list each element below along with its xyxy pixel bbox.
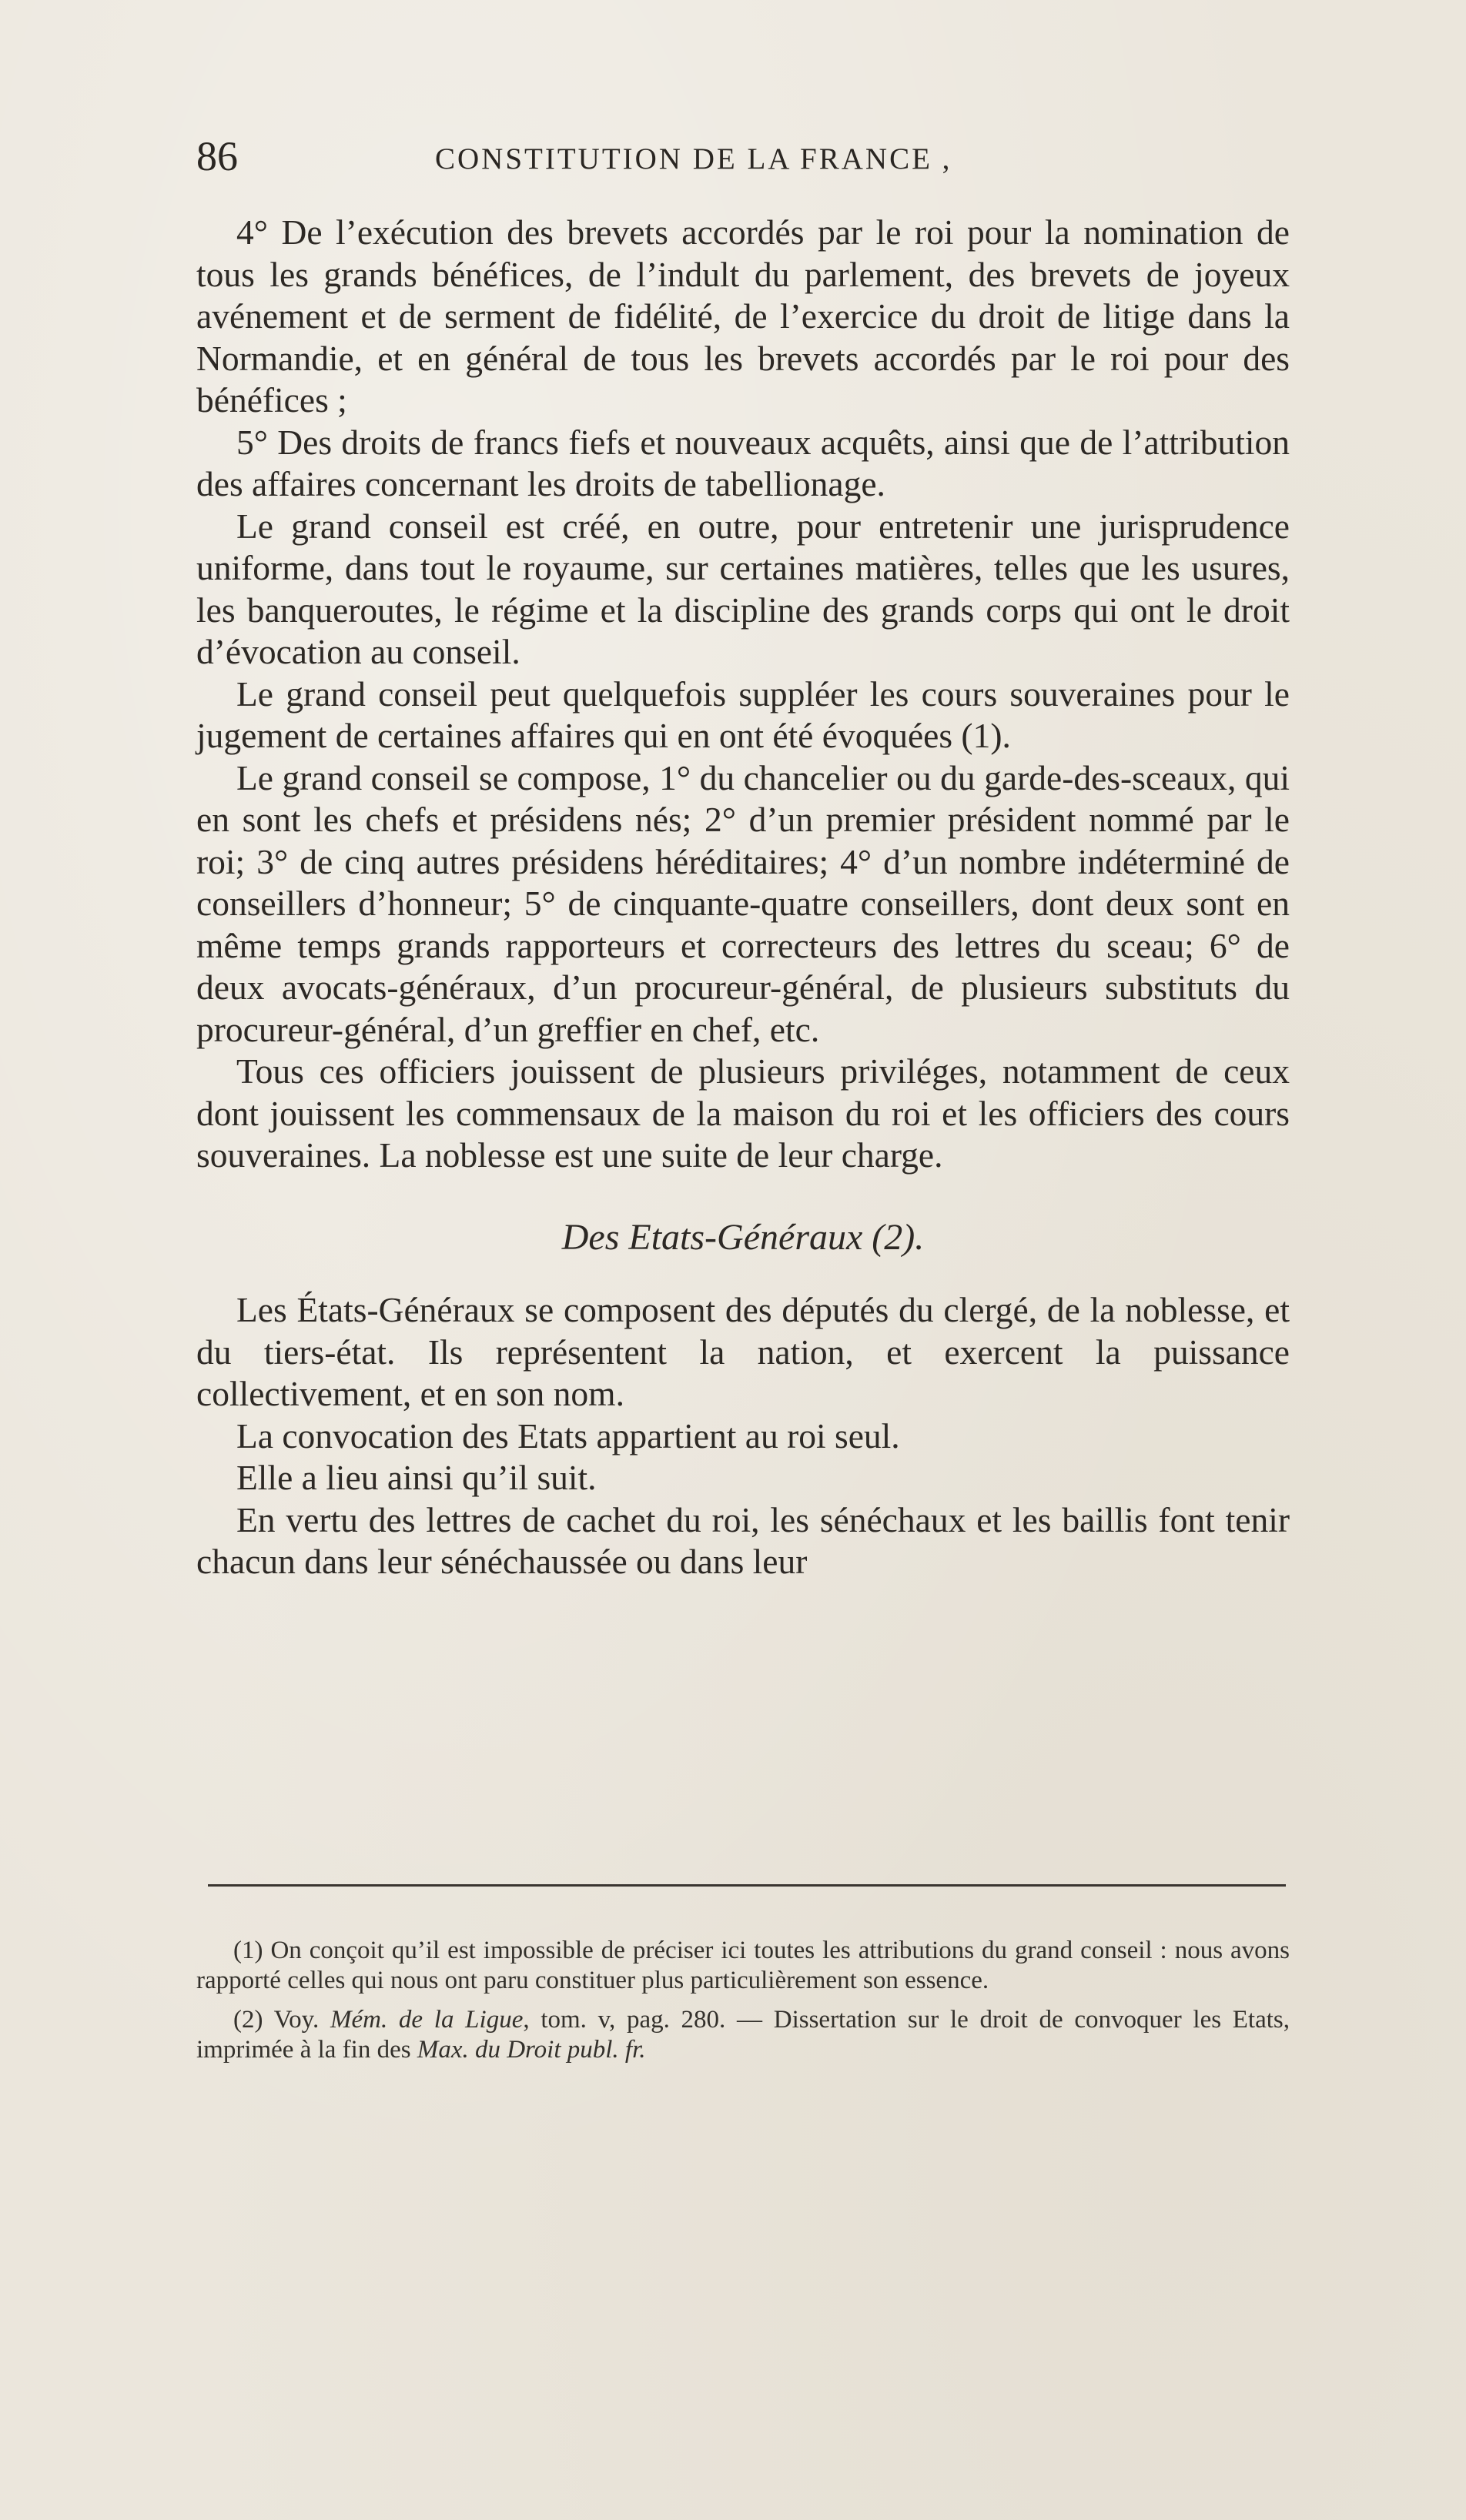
- paragraph-convocation: La convocation des Etats appartient au roi seul.: [236, 1415, 900, 1456]
- page-number: 86: [196, 133, 238, 179]
- paragraph-jurisprudence: Le grand conseil est créé, en outre, pour entretenir une jurisprudence uniforme, dans tout le royaume, sur certaines matières, telles que les usures, les banqueroutes, le régime et la discipline des grands corps qui ont le droit d’évocation au conseil.: [196, 506, 1290, 671]
- running-title: CONSTITUTION DE LA FRANCE ,: [435, 142, 952, 175]
- footnote-2: [196, 2005, 1290, 2065]
- footnote-2-ref2: Max. du Droit publ. fr.: [417, 2036, 646, 2064]
- body-text: [196, 212, 1290, 1583]
- paragraph-suppleer: Le grand conseil peut quelquefois suppléer les cours souveraines pour le jugement de certaines affaires qui en ont été évoquées (1).: [196, 673, 1290, 755]
- paragraph-etats-composition: Les États-Généraux se composent des députés du clergé, de la noblesse, et du tiers-état. Ils représentent la nation, et exercent la puissance collectivement, et en son nom.: [196, 1290, 1290, 1413]
- running-head: [196, 132, 1290, 186]
- footnote-2-ref: Mém. de la Ligue: [330, 2006, 524, 2034]
- footnotes: [196, 1936, 1290, 2065]
- footnote-2-prefix: (2) Voy.: [233, 2006, 330, 2034]
- paragraph-item-5: 5° Des droits de francs fiefs et nouveaux acquêts, ainsi que de l’attribution des affaires concernant les droits de tabellionage.: [196, 422, 1290, 503]
- paragraph-composition: Le grand conseil se compose, 1° du chancelier ou du garde-des-sceaux, qui en sont les chefs et présidens nés; 2° d’un premier président nommé par le roi; 3° de cinq autres présidens héréditaires; 4° d’un nombre indéterminé de conseillers d’honneur; 5° de cinquante-quatre conseillers, dont deux sont en même temps grands rapporteurs et correcteurs des lettres du sceau; 6° de deux avocats-généraux, d’un procureur-général, de plusieurs substituts du procureur-général, d’un greffier en chef, etc.: [196, 757, 1290, 1049]
- footnote-2-mid: , tom. v, pag. 280. — Dissertation sur le droit de convoquer les Etats, imprimée à la fin des: [196, 2006, 1290, 2064]
- paragraph-lettres-cachet: En vertu des lettres de cachet du roi, les sénéchaux et les baillis font tenir chacun dans leur sénéchaussée ou dans leur: [196, 1499, 1290, 1581]
- paragraph-privileges: Tous ces officiers jouissent de plusieurs priviléges, notamment de ceux dont jouissent les commensaux de la maison du roi et les officiers des cours souveraines. La noblesse est une suite de leur charge.: [196, 1051, 1290, 1175]
- footnote-1: (1) On conçoit qu’il est impossible de préciser ici toutes les attributions du grand conseil : nous avons rapporté celles qui nous ont paru constituer plus particulièrement son essence.: [196, 1937, 1290, 1994]
- paragraph-lieu: Elle a lieu ainsi qu’il suit.: [236, 1458, 597, 1497]
- section-heading: Des Etats-Généraux (2).: [561, 1216, 925, 1258]
- footnote-rule: [208, 1884, 1286, 1887]
- paragraph-item-4: 4° De l’exécution des brevets accordés par le roi pour la nomination de tous les grands bénéfices, de l’indult du parlement, des brevets de joyeux avénement et de serment de fidélité, de l’exercice du droit de litige dans la Normandie, et en général de tous les brevets accordés par le roi pour des bénéfices ;: [196, 212, 1290, 419]
